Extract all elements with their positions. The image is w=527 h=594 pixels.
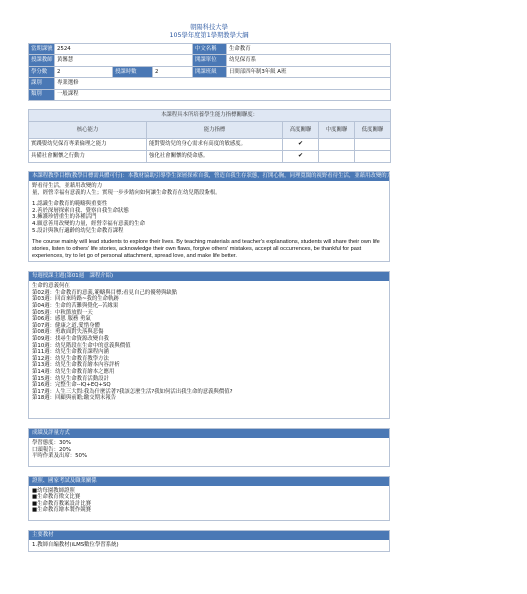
textbook-section — [28, 530, 390, 552]
course-name: 生命教育 — [227, 44, 391, 55]
competency-row — [29, 150, 391, 162]
credits-label: 學分數 — [29, 66, 55, 77]
objectives-english: The course mainly will lead students to explore their lives. By teaching materials and teacher's explanations, students will share their own life stories, listen to others' life stories, acknowledge their own flaws, forgive others' mistakes, accept all occurrences, be thankful for past experiences, try to let go of personal attachment, spread love, and make life better. — [32, 239, 380, 259]
class-label: 開課班級 — [193, 66, 227, 77]
objective-item: 1.認識生命教育的範疇與重要性 — [32, 201, 108, 208]
grading-section — [28, 428, 390, 467]
week-item: 第12週：幼兒生命教育教學方法 — [32, 355, 109, 362]
objective-item: 2.善於深層探索自我、覺察自我生命狀態 — [32, 207, 129, 214]
textbook-item: 1.教師自編教材(iLMS數位學習系統) — [32, 542, 119, 549]
low-cell — [355, 138, 391, 150]
low-cell — [355, 150, 391, 162]
department-label: 開課單位 — [193, 55, 227, 66]
hours-label: 授課時數 — [113, 66, 153, 77]
week-item: 第18週：回顧與前瞻;繳交期末報告 — [32, 395, 117, 402]
type-label: 課別 — [29, 78, 55, 89]
indicator: 能對嬰幼兒的身心需求有高度的敏感度。 — [147, 138, 283, 150]
textbook-heading: 主要教材 — [29, 531, 389, 540]
teacher-label: 授課教師 — [29, 55, 55, 66]
core-competency: 具備社會關懷之行動力 — [29, 150, 147, 162]
week-item: 第06週：感恩 服務 勇氣 — [32, 316, 91, 323]
type: 專業選修 — [55, 78, 391, 89]
grading-item: 學習態度：30% — [32, 439, 71, 446]
competency-table — [28, 109, 391, 163]
certification-item: ■幼每園教師證照 — [32, 487, 75, 494]
competency-caption: 本課程具本所培養學生能力指標關聯度： — [29, 109, 391, 121]
certification-item: ■生命教育徵文比賽 — [32, 494, 81, 501]
certification-heading: 證照、國家考試及職業關係 — [29, 477, 389, 486]
week-item: 第08週：勇敢面對失落與悲傷 — [32, 329, 104, 336]
course-info-table — [28, 43, 391, 101]
objectives-heading: 本課程教學目標(教學目標需具體可行)：本教材協助引導學生深層探索自我，營造自我生存狀態，打開心胸，同理寬闊的視野看待生活，並藉用改變的力量，經營幸福有意義的人生；實現一步步踏向理想的人生 — [29, 172, 389, 181]
week-item: 生命的意義何在 — [32, 283, 70, 290]
syllabus-title: 105學年度第1學期教學大綱 — [169, 32, 249, 39]
objectives-intro: 野看待生活，並藉用改變的力 — [32, 182, 103, 189]
grading-heading: 成績及評量方式 — [29, 429, 389, 438]
certification-section — [28, 476, 390, 521]
category: 一般課程 — [55, 89, 391, 100]
low-relevance-header: 低度關聯 — [355, 121, 391, 138]
week-item: 第15週：幼兒生命教育活動設計 — [32, 375, 109, 382]
schedule-heading: 每週授課主題(第01週 課程介紹) — [29, 272, 389, 281]
objectives-intro-2: 量，經營幸福有意義的人生；實現一步步踏向如何讓生命教育在幼兒階段紮根。 — [32, 189, 221, 196]
objective-item: 4.願意善用改變的力量，經營幸福有意義的生命 — [32, 220, 145, 227]
course-code-label: 當期課號 — [29, 44, 55, 55]
week-item: 第17週：人生三大問:我為什麼活著?我該怎麼生活?我如何活出我生命的意義與價值? — [32, 388, 233, 395]
course-name-label: 中文名稱 — [193, 44, 227, 55]
objective-item: 3.擁護珍惜重生的各種活門 — [32, 214, 97, 221]
week-item: 第09週：找尋生命資源改變自我 — [32, 335, 109, 342]
week-item: 第10週：幼兒階段在生命中的意義與價值 — [32, 342, 131, 349]
high-relevance-header: 高度關聯 — [283, 121, 319, 138]
indicator-header: 能力指標 — [147, 121, 283, 138]
grading-item: 平時作業及出席：50% — [32, 453, 88, 460]
indicator: 強化社會關懷的使命感。 — [147, 150, 283, 162]
week-item: 第03週：回首來時路~我的生命軌跡 — [32, 296, 119, 303]
school-name: 朝陽科技大學 — [190, 24, 228, 31]
week-item: 第02週：生命教育的意義,範疇與目標;看見自己的優勢與缺點 — [32, 289, 178, 296]
hours: 2 — [153, 66, 193, 77]
syllabus-page — [28, 0, 527, 552]
core-competency-header: 核心能力 — [29, 121, 147, 138]
core-competency: 實踐嬰幼兒保育專業倫理之能力 — [29, 138, 147, 150]
week-item: 第16週：完整生命--IQ+EQ+SQ — [32, 382, 111, 389]
certification-item: ■生命教育教案設計比賽 — [32, 500, 91, 507]
credits: 2 — [55, 66, 113, 77]
check-icon: ✔ — [283, 150, 319, 162]
department: 幼兒保育系 — [227, 55, 391, 66]
certification-item: ■生命教育繪本製作競賽 — [32, 507, 91, 514]
week-item: 第11週：幼兒生命教育課程內涵 — [32, 349, 109, 356]
check-icon: ✔ — [283, 138, 319, 150]
mid-relevance-header: 中度關聯 — [319, 121, 355, 138]
class: 日間部四年制3年級 A班 — [227, 66, 391, 77]
category-label: 類別 — [29, 89, 55, 100]
course-code: 2524 — [55, 44, 193, 55]
week-item: 第07週：健康之道,愛惜身體 — [32, 322, 100, 329]
schedule-section — [28, 271, 390, 419]
competency-row — [29, 138, 391, 150]
mid-cell — [319, 150, 355, 162]
grading-item: 口頭報告：20% — [32, 446, 71, 453]
week-item: 第04週：生命的苦難與覺化--苦緣果 — [32, 303, 119, 309]
objectives-section — [28, 171, 527, 262]
teacher: 黃馨慧 — [55, 55, 193, 66]
mid-cell — [319, 138, 355, 150]
objective-item: 5.設計與執行適齡的幼兒生命教育課程 — [32, 227, 124, 234]
week-item: 第13週：幼兒生命教育繪本內容評析 — [32, 362, 120, 369]
week-item: 第14週：幼兒生命教育繪本之應用 — [32, 368, 115, 375]
week-item: 第05週：中秋節放假一天 — [32, 309, 93, 316]
